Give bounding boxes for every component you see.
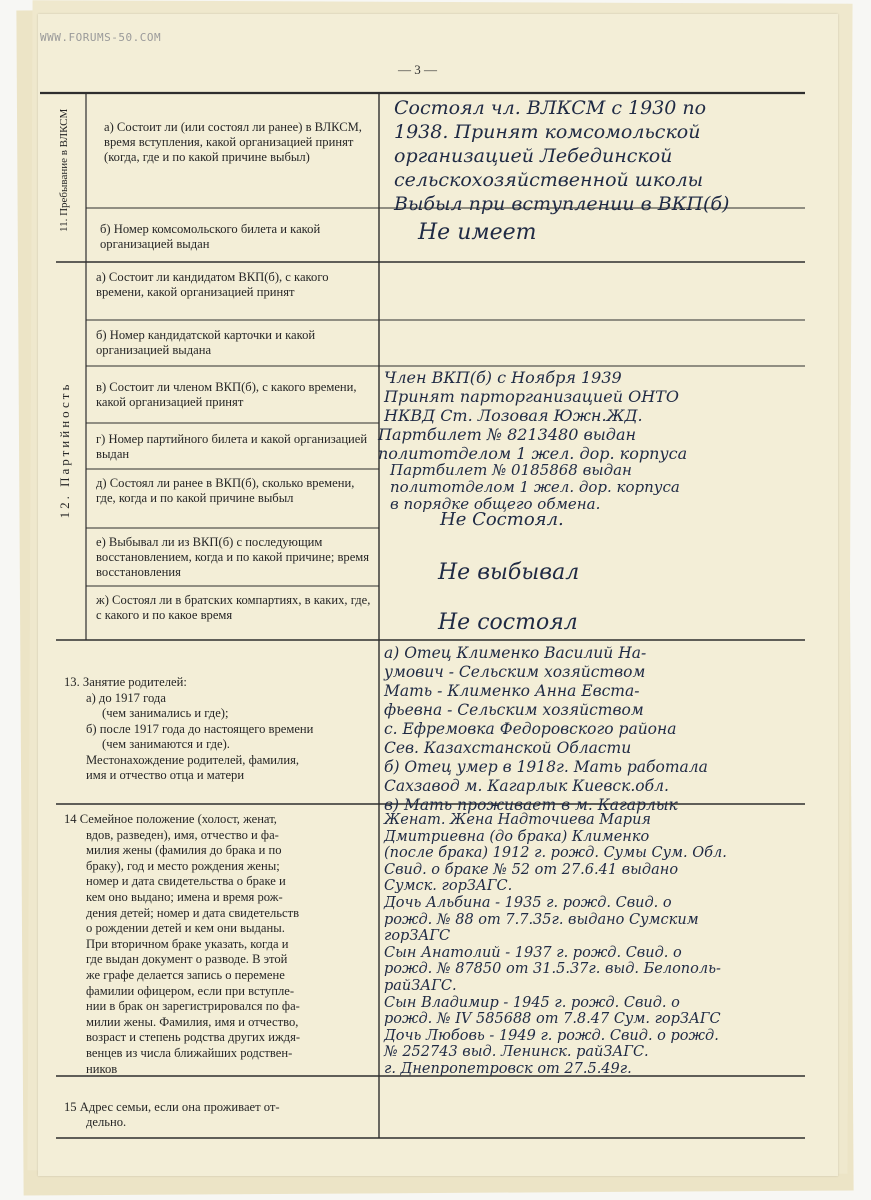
section-12e-question: е) Выбывал ли из ВКП(б) с последующим восстановлением, когда и по какой причине; время восстановления — [96, 535, 370, 579]
section-12a-question: а) Состоит ли кандидатом ВКП(б), с какого времени, какой организацией принят — [96, 270, 329, 299]
section-14-question: 14 Семейное положение (холост, женат, вдов, разведен), имя, отчество и фа- милия жены (фамилия до брака и по браку), год и место рождения жены; номер и дата свидетельства о браке и кем оно выдано; имена и время рож- дения детей; номер и дата свидетельств о рождении детей и кем они выданы. При вторичном браке указать, когда и где выдан документ о разводе. В этой же графе делается запись о перемене фамилии офицером, если при вступле- нии в брак он зарегистрировался по фа- милии жены. Фамилия, имя и отчество, возраст и степень родства других иждя- венцев из числа ближайших родствен- ников — [64, 812, 301, 1076]
section-14-answer: Женат. Жена Надточиева Мария Дмитриевна (до брака) Клименко (после брака) 1912 г. рожд. Сумы Сум. Обл. Свид. о браке № 52 от 27.6.41 выдано Сумск. горЗАГС. Дочь Альбина - 1935 г. рожд. Свид. о рожд. № 88 от 7.7.35г. выдано Сумским горЗАГС Сын Анатолий - 1937 г. рожд. Свид. о рожд. № 87850 от 31.5.37г. выд. Белополь- райЗАГС. Сын Владимир - 1945 г. рожд. Свид. о рожд. № IV 585688 от 7.8.47 Сум. горЗАГС Дочь Любовь - 1949 г. рожд. Свид. о рожд. № 252743 выд. Ленинск. райЗАГС. г. Днепропетровск от 27.5.49г. — [384, 812, 727, 1077]
section-11a-question: а) Состоит ли (или состоял ли ранее) в ВЛКСМ, время вступления, какой организацией принят (когда, где и по какой причине выбыл) — [104, 120, 362, 164]
section-12zh-question: ж) Состоял ли в братских компартиях, в каких, где, с какого и по какое время — [96, 593, 371, 622]
section-12d-answer: Не Состоял. — [440, 509, 564, 530]
section-12g-answer-second: Партбилет № 0185868 выдан политотделом 1 жел. дор. корпуса в порядке общего обмена. — [390, 461, 680, 513]
section-15-question: 15 Адрес семьи, если она проживает от- дельно. — [64, 1100, 280, 1129]
section-12g-answer: Партбилет № 8213480 выдан политотделом 1 жел. дор. корпуса — [378, 425, 688, 463]
section-11b-answer: Не имеет — [418, 220, 537, 245]
section-12zh-answer: Не состоял — [438, 610, 578, 635]
section-12b-question: б) Номер кандидатской карточки и какой организацией выдана — [96, 328, 316, 357]
section-13-answer: а) Отец Клименко Василий На- умович - Сельским хозяйством Мать - Клименко Анна Евста- фьевна - Сельским хозяйством с. Ефремовка Федоровского района Сев. Казахстанской Области б) Отец умер в 1918г. Мать работала Сахзавод м. Кагарлык Киевск.обл. в) Мать проживает в м. Кагарлык — [384, 644, 708, 814]
watermark-text: WWW.FORUMS-50.COM — [40, 31, 162, 44]
section-12v-question: в) Состоит ли членом ВКП(б), с какого времени, какой организацией принят — [96, 380, 357, 409]
section-12d-question: д) Состоял ли ранее в ВКП(б), сколько времени, где, когда и по какой причине выбыл — [96, 476, 355, 505]
section-11-label: 11. Пребывание в ВЛКСМ — [58, 108, 70, 232]
page-number: — 3 — — [398, 62, 437, 77]
section-13-question: 13. Занятие родителей: а) до 1917 года (чем занимались и где); б) после 1917 года до настоящего времени (чем занимаются и где). Местонахождение родителей, фамилия, имя и отчество отца и матери — [64, 675, 314, 782]
section-11a-answer: Состоял чл. ВЛКСМ с 1930 по 1938. Принят комсомольской организацией Лебединской сельскохозяйственной школы Выбыл при вступлении в ВКП(б) — [394, 97, 730, 215]
section-12e-answer: Не выбывал — [438, 560, 580, 585]
section-12g-question: г) Номер партийного билета и какой организацией выдан — [96, 432, 368, 461]
section-11b-question: б) Номер комсомольского билета и какой организацией выдан — [100, 222, 321, 251]
section-12-label: 12. Партийность — [57, 381, 72, 519]
section-12v-answer: Член ВКП(б) с Ноября 1939 Принят парторганизацией ОНТО НКВД Ст. Лозовая Южн.ЖД. — [384, 368, 679, 425]
